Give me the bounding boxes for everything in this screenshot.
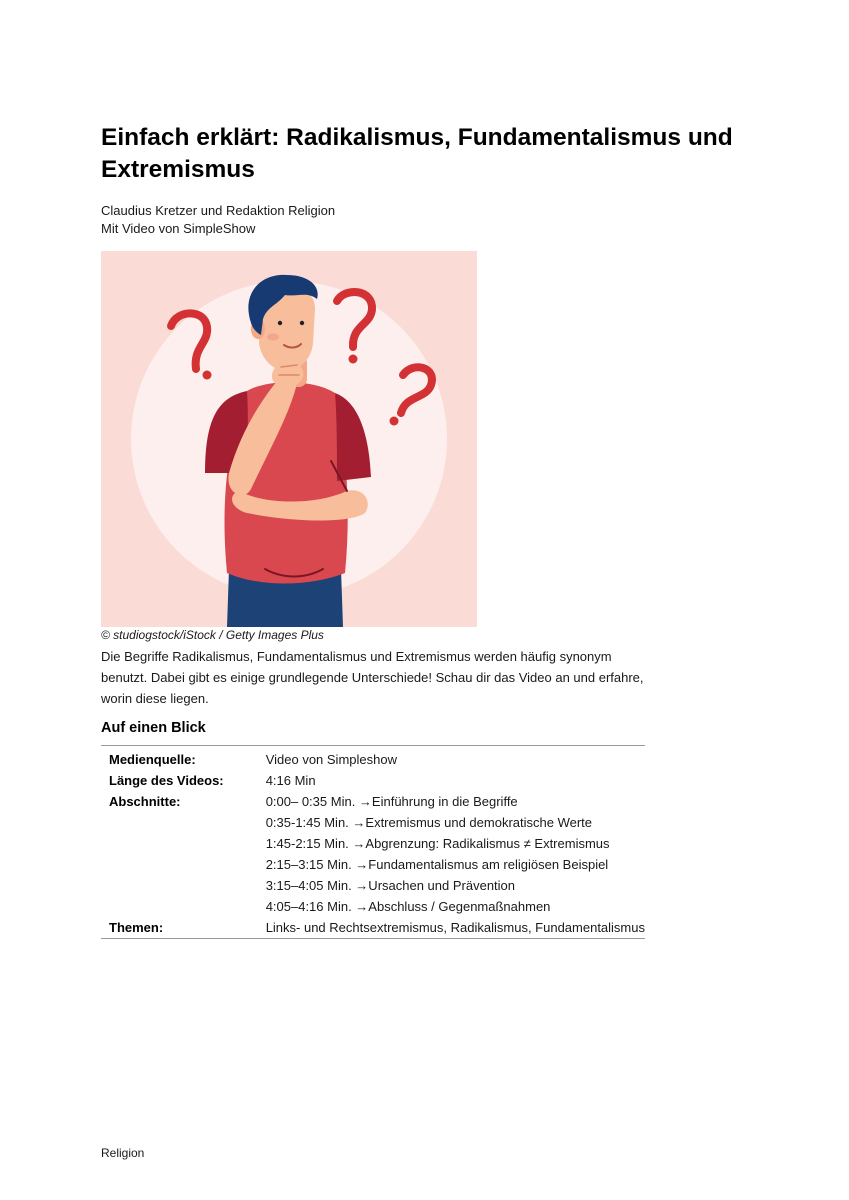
row-value: 4:16 Min bbox=[265, 773, 316, 788]
table-row bbox=[101, 812, 645, 833]
row-label: Länge des Videos: bbox=[109, 773, 224, 788]
intro-text: Die Begriffe Radikalismus, Fundamentalismus und Extremismus werden häufig synonym benutzt. Dabei gibt es einige grundlegende Unterschiede! Schau dir das Video an und erfahre, worin diese liegen. bbox=[101, 649, 644, 706]
row-value: 3:15–4:05 Min. →Ursachen und Prävention bbox=[265, 878, 516, 893]
table-row bbox=[101, 770, 645, 791]
row-value: 1:45-2:15 Min. →Abgrenzung: Radikalismus ≠ Extremismus bbox=[265, 836, 610, 851]
cheek bbox=[267, 334, 279, 341]
thinking-man-illustration bbox=[101, 251, 477, 627]
table-row bbox=[101, 791, 645, 812]
row-label bbox=[101, 875, 266, 896]
row-value: 0:35-1:45 Min. →Extremismus und demokratische Werte bbox=[265, 815, 593, 830]
page-footer: Religion bbox=[101, 1146, 145, 1160]
row-label: Themen: bbox=[109, 920, 164, 935]
row-value: 4:05–4:16 Min. →Abschluss / Gegenmaßnahmen bbox=[265, 899, 551, 914]
row-label: Abschnitte: bbox=[109, 794, 181, 809]
table-row bbox=[101, 875, 645, 896]
overview-table bbox=[101, 745, 645, 939]
table-row bbox=[101, 917, 645, 939]
row-label bbox=[101, 896, 266, 917]
video-credit-line: Mit Video von SimpleShow bbox=[101, 220, 256, 236]
question-mark-dot bbox=[390, 417, 399, 426]
author-line: Claudius Kretzer und Redaktion Religion bbox=[101, 203, 336, 218]
image-caption: © studiogstock/iStock / Getty Images Plus bbox=[101, 628, 324, 642]
row-value: Links- und Rechtsextremismus, Radikalismus, Fundamentalismus bbox=[265, 920, 645, 935]
authors bbox=[101, 202, 335, 237]
row-label: Medienquelle: bbox=[109, 752, 196, 767]
row-label bbox=[101, 854, 266, 875]
table-row bbox=[101, 833, 645, 854]
table-row bbox=[101, 746, 645, 771]
eye bbox=[300, 321, 304, 325]
eye bbox=[278, 321, 282, 325]
row-value: 2:15–3:15 Min. →Fundamentalismus am religiösen Beispiel bbox=[265, 857, 609, 872]
row-label bbox=[101, 812, 266, 833]
row-value: Video von Simpleshow bbox=[265, 752, 397, 767]
question-mark-dot bbox=[203, 371, 212, 380]
table-row bbox=[101, 896, 645, 917]
row-label bbox=[101, 833, 266, 854]
table-row bbox=[101, 854, 645, 875]
page-title: Einfach erklärt: Radikalismus, Fundamentalismus und Extremismus bbox=[101, 124, 733, 183]
question-mark-dot bbox=[349, 355, 358, 364]
section-heading: Auf einen Blick bbox=[101, 720, 206, 736]
row-value: 0:00– 0:35 Min. →Einführung in die Begriffe bbox=[265, 794, 518, 809]
